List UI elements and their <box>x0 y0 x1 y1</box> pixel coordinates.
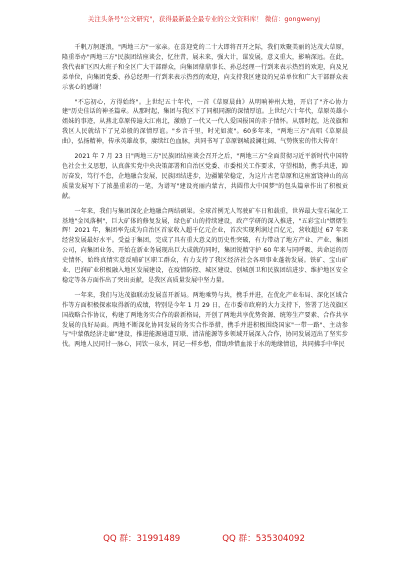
document-body <box>62 43 348 513</box>
footer-qq-group-1: QQ 群：31991489 <box>103 534 181 544</box>
paragraph: 一年来，我们与集团深化企地融合两结硕果。全球首例无人驾驶矿车日和载重，世界最大莹石氟化工基地"金凤落桐"，巨大矿体的修复发展，绿色矿山的持续建设，政产学研的深入推进，"五彩宝山"熠熠生辉！2021 年，集团率先成为自治区首家收入超千亿元企业，首次实现利润过百亿元，营收超过 67 年来经营发展最好水平。受益于集团，完成了具有重大意义的历史性突破，有力带动了地方产业、产业、集团公司，向集团业务、开始在新业务展现出巨大成就的同时，集团锐精守护 60 年来与同呼吸、共命运的历史情怀，始终真情实意反哺矿区职工群众，有力支持了我区经济社会各项事业蓬勃发展。铁矿、宝山矿业、巴润矿业积极融入地区发展建设，在疫情防控、城区建设、创城创卫和民族团结进步、维护地区安全稳定等各方面作出了突出贡献，是我区高质量发展中坚力量。 <box>62 207 348 284</box>
paragraph: 一年来，我们与达茂旗联动发展喜开新局。两地乘势与共，携手并进，在优化产业布局、深化区域合作等方面积极探索取得新的成绩，特别是今年 1 月 29 日，在市委市政府的大力支持下，签署了达茂旗区国战略合作协议，构建了两地务实合作的崭新格局，开创了两地共享优势资源、统筹生产要素、合作共享发展的良好局面。两地不断深化协同发展的务实合作举措，携手并进积极围绕国家"一带一路"、主动参与"中蒙俄经济走廊"建设，推进能源通道互联、清洁能源等多领域开展深入合作，协同发展迈出了坚实步伐。两地人民同甘一脉心，同饮一泉水，同记一样乡愁，借助珍惜血浓于水的地缘情谊，共同拂手中华民 <box>62 291 348 349</box>
header-promo-text: 关注头条号"公文研究"，获得最新最全最专业的公文资料库！ 微信：gongwenyj <box>87 14 321 23</box>
header-banner <box>0 7 408 31</box>
paragraph: 2021 年 7 月 23 日"两地三方"民族团结座谈会召开之后，"两地三方"全面贯彻习近平新时代中国特色社会主义思想，认真落实党中央决策部署和自治区党委、市委相关工作要求，守望相助，携手共进，踔厉奋发，笃行不怠，企地融合发展，民族团结进步，边疆繁荣稳定，为这片古老草原和这座富饶神山的高质量发展写下了浓墨重彩的一笔，为谱写"建设亮丽内蒙古，共圆伟大中国梦"的包头篇章作出了积极贡献。 <box>62 153 348 200</box>
footer-qq-group-2: QQ 群：535304092 <box>222 534 305 544</box>
paragraph: 千帆万舸逐浪，"两地三方"一家亲。在喜迎党的二十大即将召开之际，我们欢聚美丽的达茂大草原，隆重举办"两地三方"民族团结座谈会，忆往昔，展未来，强大计，谋发展，意义重大，影响深远。在此，我代表旷区四大班子和全区广大干部群众，向集团鼎鼎事长、孙总经理一行到来表示热烈的欢迎，向及兄弟单位，向集团党委、孙总经理一行到来表示热烈的欢迎，向支持我区建设的兄弟单位和广大干部群众表示衷心的感谢！ <box>62 44 348 91</box>
footer-contacts <box>0 530 408 546</box>
paragraph: "不忘初心，方得始终"。上世纪五十年代，一首《草原晨曲》从明响神州大地，开启了"齐心协力建"历史佳话的神圣篇章。从那时起，集团与我区下了同根同源的深情厚谊。上世纪六十年代，草原英雄小姐妹的事迹，从燕北草原传遍大江南北，激励了一代又一代人爱国报国的赤子情怀。从那时起，达茂旗和我区人民就结下了兄弟般的深情厚谊。"乡音千里，时光如流"。60多年来，"两地三方"高唱《草原晨曲》，弘扬精神，传承英雄故事，赓续红色血脉，共同书写了草原钢城波澜壮阔、气势恢宏的伟大传奇！ <box>62 98 348 146</box>
